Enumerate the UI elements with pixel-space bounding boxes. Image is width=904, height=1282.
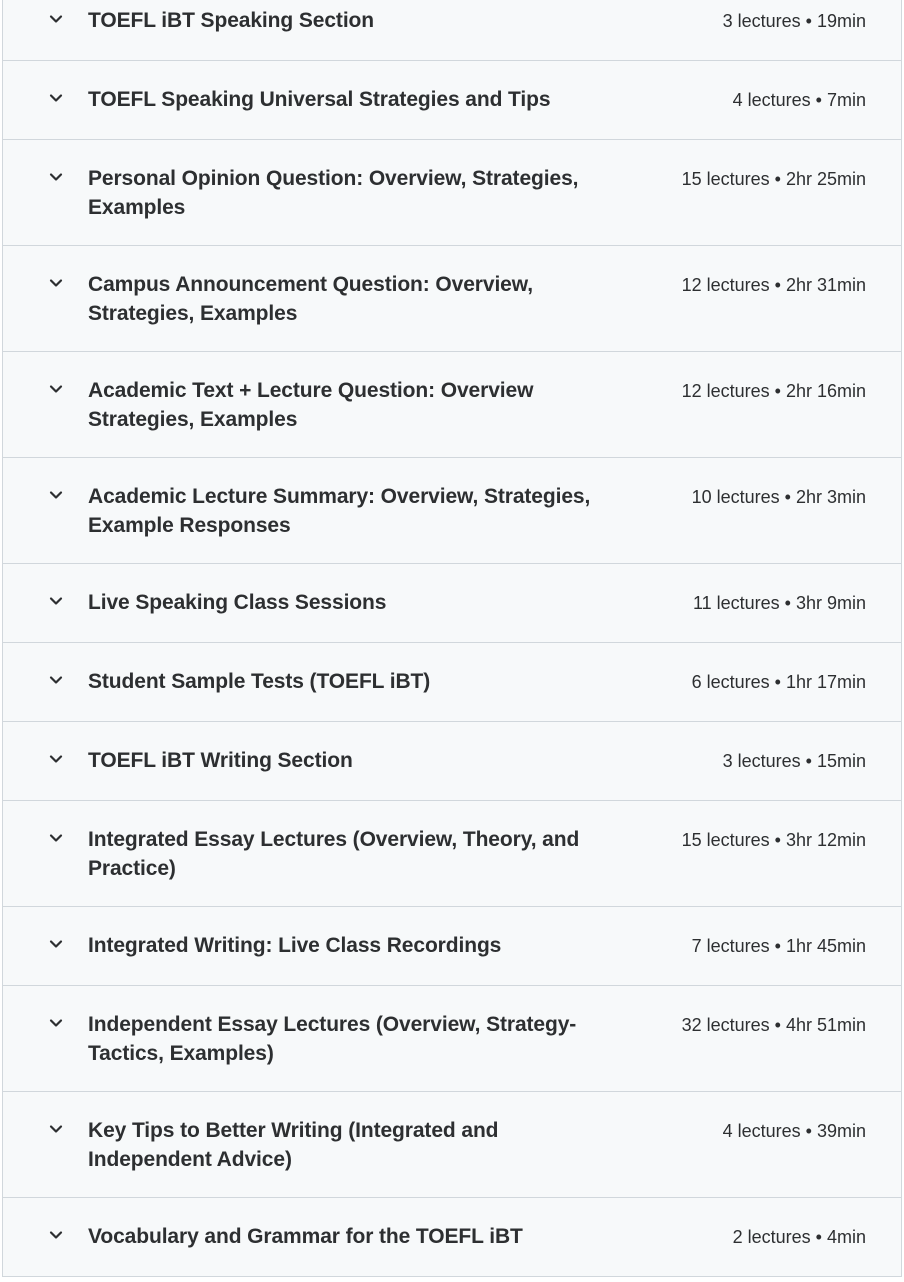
section-title: TOEFL iBT Speaking Section bbox=[88, 9, 375, 32]
curriculum-section[interactable] bbox=[3, 457, 901, 563]
section-title: Student Sample Tests (TOEFL iBT) bbox=[88, 670, 431, 693]
curriculum-section[interactable] bbox=[3, 0, 901, 60]
chevron-down-icon[interactable] bbox=[47, 168, 65, 186]
curriculum-section[interactable] bbox=[3, 906, 901, 985]
curriculum-section[interactable] bbox=[3, 245, 901, 351]
section-title: Vocabulary and Grammar for the TOEFL iBT bbox=[88, 1225, 523, 1248]
section-title: Live Speaking Class Sessions bbox=[88, 591, 387, 614]
section-lecture-count-duration: 2 lectures • 4min bbox=[732, 1227, 866, 1247]
section-title: Independent Essay Lectures (Overview, Strategy-Tactics, Examples) bbox=[88, 1013, 577, 1065]
chevron-down-icon[interactable] bbox=[47, 750, 65, 768]
section-title: Key Tips to Better Writing (Integrated and Independent Advice) bbox=[88, 1119, 499, 1171]
section-title: TOEFL iBT Writing Section bbox=[88, 749, 353, 772]
chevron-down-icon[interactable] bbox=[47, 1014, 65, 1032]
section-lecture-count-duration: 11 lectures • 3hr 9min bbox=[692, 593, 866, 613]
section-title: Integrated Writing: Live Class Recordings bbox=[88, 934, 502, 957]
curriculum-section[interactable] bbox=[3, 721, 901, 800]
section-lecture-count-duration: 4 lectures • 39min bbox=[722, 1121, 866, 1141]
curriculum-section[interactable] bbox=[3, 800, 901, 906]
section-lecture-count-duration: 6 lectures • 1hr 17min bbox=[691, 672, 866, 692]
section-lecture-count-duration: 15 lectures • 3hr 12min bbox=[681, 830, 866, 850]
curriculum-section[interactable] bbox=[3, 139, 901, 245]
section-lecture-count-duration: 32 lectures • 4hr 51min bbox=[681, 1015, 866, 1035]
section-title: Campus Announcement Question: Overview, Strategies, Examples bbox=[88, 273, 533, 325]
chevron-down-icon[interactable] bbox=[47, 274, 65, 292]
section-lecture-count-duration: 12 lectures • 2hr 31min bbox=[681, 275, 866, 295]
section-title: Personal Opinion Question: Overview, Strategies, Examples bbox=[88, 167, 579, 219]
chevron-down-icon[interactable] bbox=[47, 1120, 65, 1138]
section-lecture-count-duration: 7 lectures • 1hr 45min bbox=[691, 936, 866, 956]
section-lecture-count-duration: 15 lectures • 2hr 25min bbox=[681, 169, 866, 189]
chevron-down-icon[interactable] bbox=[47, 10, 65, 28]
section-lecture-count-duration: 4 lectures • 7min bbox=[732, 90, 866, 110]
section-title: Academic Lecture Summary: Overview, Strategies, Example Responses bbox=[88, 485, 591, 537]
section-lecture-count-duration: 3 lectures • 19min bbox=[722, 11, 866, 31]
curriculum-section[interactable] bbox=[3, 60, 901, 139]
course-curriculum bbox=[2, 0, 902, 1277]
section-lecture-count-duration: 12 lectures • 2hr 16min bbox=[681, 381, 866, 401]
curriculum-section[interactable] bbox=[3, 642, 901, 721]
section-lecture-count-duration: 10 lectures • 2hr 3min bbox=[691, 487, 866, 507]
chevron-down-icon[interactable] bbox=[47, 89, 65, 107]
chevron-down-icon[interactable] bbox=[47, 671, 65, 689]
chevron-down-icon[interactable] bbox=[47, 380, 65, 398]
section-title: Integrated Essay Lectures (Overview, Theory, and Practice) bbox=[88, 828, 580, 880]
section-title: Academic Text + Lecture Question: Overview Strategies, Examples bbox=[88, 379, 534, 431]
curriculum-section[interactable] bbox=[3, 351, 901, 457]
chevron-down-icon[interactable] bbox=[47, 592, 65, 610]
chevron-down-icon[interactable] bbox=[47, 486, 65, 504]
section-lecture-count-duration: 3 lectures • 15min bbox=[722, 751, 866, 771]
curriculum-section[interactable] bbox=[3, 985, 901, 1091]
section-title: TOEFL Speaking Universal Strategies and Tips bbox=[88, 88, 551, 111]
chevron-down-icon[interactable] bbox=[47, 829, 65, 847]
curriculum-section[interactable] bbox=[3, 1091, 901, 1197]
curriculum-section[interactable] bbox=[3, 563, 901, 642]
curriculum-section[interactable] bbox=[3, 1197, 901, 1276]
chevron-down-icon[interactable] bbox=[47, 935, 65, 953]
chevron-down-icon[interactable] bbox=[47, 1226, 65, 1244]
